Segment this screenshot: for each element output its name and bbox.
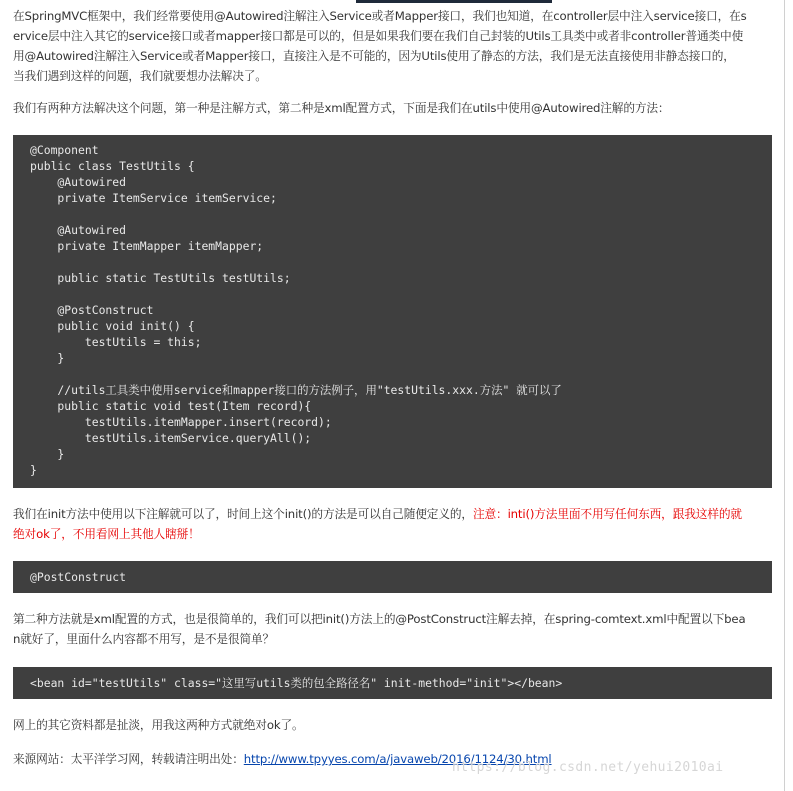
code-line: @PostConstruct [30, 303, 154, 317]
code-line: private ItemMapper itemMapper; [30, 239, 264, 253]
xml-note-line: 第二种方法就是xml配置的方式，也是很简单的，我们可以把init()方法上的@PostConstruct注解去掉，在spring-comtext.xml中配置以下bea [13, 612, 746, 626]
code-block-annotation [13, 135, 772, 488]
code-line: @PostConstruct [30, 570, 127, 584]
source-label: 来源网站：太平洋学习网，转载请注明出处： [13, 752, 244, 766]
conclusion: 网上的其它资料都是扯淡，用我这两种方式就绝对ok了。 [13, 718, 304, 732]
code-line: public class TestUtils { [30, 159, 195, 173]
code-line: @Autowired [30, 175, 127, 189]
xml-note-line: n就好了，里面什么内容都不用写，是不是很简单？ [13, 632, 275, 646]
intro-line: 在SpringMVC框架中，我们经常要使用@Autowired注解注入Service或者Mapper接口，我们也知道，在controller层中注入service接口，在s [13, 9, 747, 23]
init-note-line-1 [13, 505, 773, 525]
code-line: } [30, 351, 65, 365]
code-line: } [30, 463, 37, 477]
watermark: https://blog.csdn.net/yehui2010ai [452, 760, 724, 775]
code-line: public static void test(Item record){ [30, 399, 312, 413]
intro-line: 当我们遇到这样的问题，我们就要想办法解决了。 [13, 69, 267, 83]
scrollbar[interactable] [784, 0, 793, 791]
code-block-postconstruct [13, 561, 772, 593]
code-line: private ItemService itemService; [30, 191, 277, 205]
code-line: <bean id="testUtils" class="这里写utils类的包全路径名" init-method="init"></bean> [30, 676, 563, 690]
init-note-warning: 注意：inti()方法里面不用写任何东西，跟我这样的就 [472, 507, 742, 521]
code-line: @Autowired [30, 223, 127, 237]
top-bar-accent [356, 0, 552, 3]
top-bar [0, 0, 793, 3]
code-line: testUtils = this; [30, 335, 202, 349]
intro-line: 用@Autowired注解注入Service或者Mapper接口，直接注入是不可能的，因为Utils使用了静态的方法，我们是无法直接使用非静态接口的， [13, 49, 735, 63]
code-line: public static TestUtils testUtils; [30, 271, 291, 285]
intro-line: ervice层中注入其它的service接口或者mapper接口都是可以的，但是如果我们要在我们自己封装的Utils工具类中或者非controller普通类中使 [13, 29, 744, 43]
code-line: testUtils.itemMapper.insert(record); [30, 415, 332, 429]
code-line: testUtils.itemService.queryAll(); [30, 431, 312, 445]
init-note-text: 我们在init方法中使用以下注解就可以了，时间上这个init()的方法是可以自己随便定义的， [13, 507, 473, 521]
code-line: } [30, 447, 65, 461]
code-line: public void init() { [30, 319, 195, 333]
code-block-xml-bean [13, 667, 772, 699]
code-line: @Component [30, 143, 99, 157]
code-line: //utils工具类中使用service和mapper接口的方法例子，用"testUtils.xxx.方法" 就可以了 [30, 383, 562, 397]
methods-intro: 我们有两种方法解决这个问题，第一种是注解方式，第二种是xml配置方式，下面是我们在utils中使用@Autowired注解的方法： [13, 101, 670, 115]
init-note-warning-line-2: 绝对ok了，不用看网上其他人瞎掰！ [13, 527, 200, 541]
source-link[interactable]: http://www.tpyyes.com/a/javaweb/2016/1124/30.html [243, 752, 552, 766]
